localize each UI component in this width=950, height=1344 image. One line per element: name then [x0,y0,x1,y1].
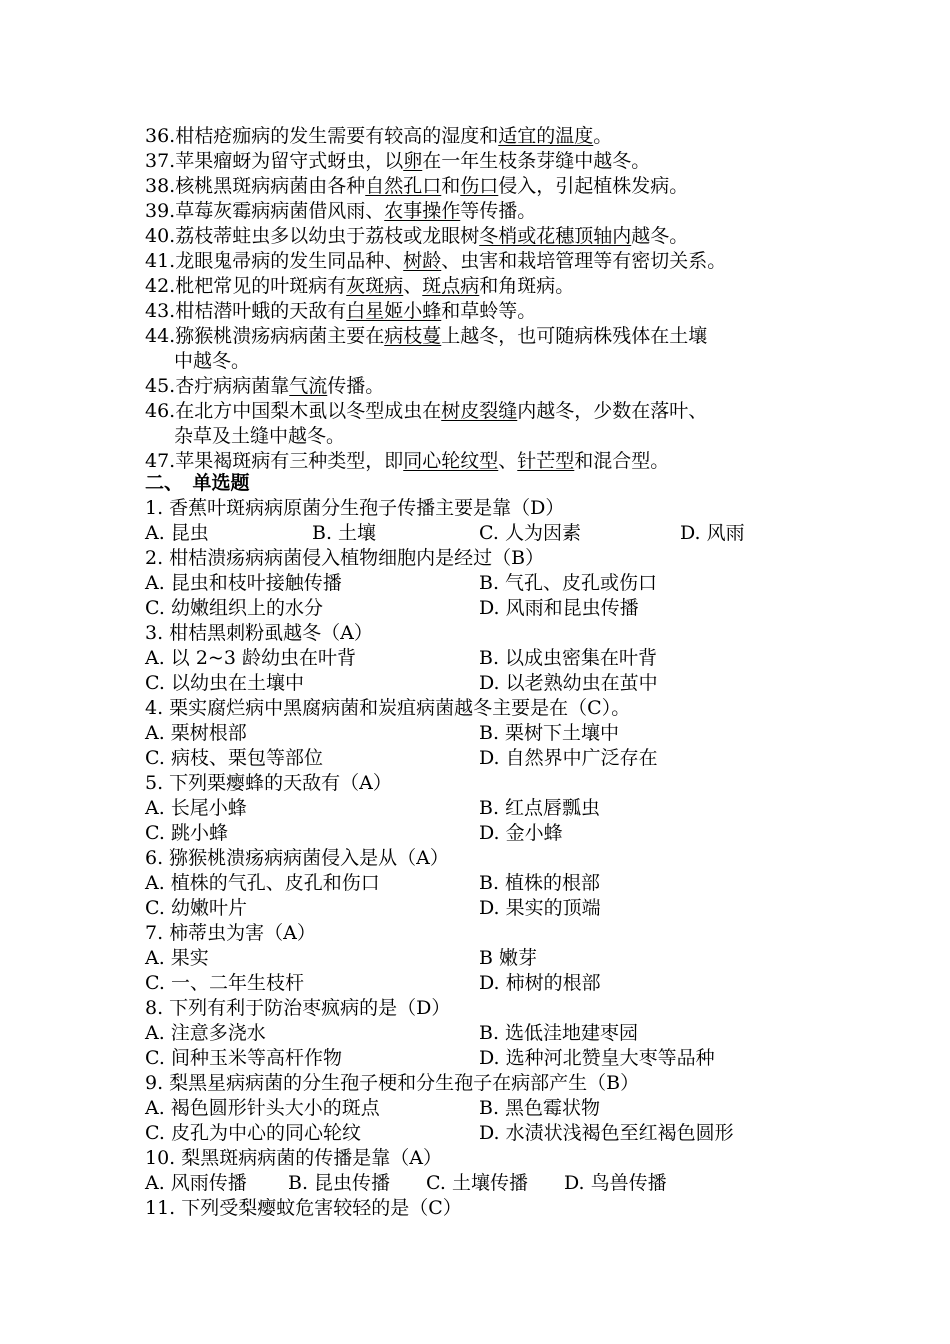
question-7-stem: 7. 柿蒂虫为害（A） [145,922,316,944]
item-text: 、 [403,275,423,297]
option-b: B. 栗树下土壤中 [479,722,620,744]
option-b: B. 以成虫密集在叶背 [479,647,658,669]
fill-in-item [145,149,650,174]
option-d: D. 水渍状浅褐色至红褐色圆形 [479,1122,734,1144]
item-text: 柑桔疮痂病的发生需要有较高的湿度和 [175,125,499,147]
item-number: 38. [145,175,176,197]
answer-blank: 冬梢或花穗顶轴内 [479,225,632,247]
option-c: C. 一、二年生枝杆 [145,972,304,994]
answer-blank: 农事操作 [384,200,461,222]
item-text: 侵入，引起植株发病。 [498,175,689,197]
question-1-stem: 1. 香蕉叶斑病病原菌分生孢子传播主要是靠（D） [145,497,565,519]
section-heading: 二、 单选题 [145,472,250,494]
option-a: A. 昆虫 [145,522,209,544]
item-text: 猕猴桃溃疡病病菌主要在 [175,325,385,347]
item-text: 、 [498,450,518,472]
answer-blank: 白星姬小蜂 [346,300,442,322]
question-9-stem: 9. 梨黑星病病菌的分生孢子梗和分生孢子在病部产生（B） [145,1072,640,1094]
option-b: B. 红点唇瓢虫 [479,797,601,819]
answer-blank: 针芒型 [517,450,575,472]
fill-in-item [145,374,384,399]
option-b: B. 黑色霉状物 [479,1097,601,1119]
option-b: B. 气孔、皮孔或伤口 [479,572,658,594]
option-d: D. 风雨 [680,522,745,544]
item-number: 46. [145,400,176,422]
option-c: C. 间种玉米等高杆作物 [145,1047,342,1069]
fill-in-item [145,399,707,424]
fill-in-item [145,449,669,474]
option-a: A. 风雨传播 [145,1172,247,1194]
option-a: A. 昆虫和枝叶接触传播 [145,572,342,594]
item-number: 41. [145,250,176,272]
fill-in-item [145,224,688,249]
item-text: 苹果瘤蚜为留守式蚜虫，以 [175,150,404,172]
option-d: D. 果实的顶端 [479,897,601,919]
question-2-stem: 2. 柑桔溃疡病病菌侵入植物细胞内是经过（B） [145,547,545,569]
option-c: C. 人为因素 [479,522,581,544]
option-b: B. 土壤 [312,522,377,544]
fill-in-item [145,249,726,274]
option-a: A. 长尾小蜂 [145,797,247,819]
option-c: C. 皮孔为中心的同心轮纹 [145,1122,361,1144]
answer-blank: 树龄 [403,250,442,272]
option-a: A. 植株的气孔、皮孔和伤口 [145,872,380,894]
option-a: A. 栗树根部 [145,722,247,744]
option-c: C. 幼嫩叶片 [145,897,247,919]
question-3-stem: 3. 柑桔黑刺粉虱越冬（A） [145,622,373,644]
question-5-stem: 5. 下列栗瘿蜂的天敌有（A） [145,772,392,794]
option-b: B. 昆虫传播 [288,1172,391,1194]
item-text: 核桃黑斑病病菌由各种 [175,175,366,197]
option-c: C. 以幼虫在土壤中 [145,672,304,694]
option-b: B 嫩芽 [479,947,538,969]
item-text: 柑桔潜叶蛾的天敌有 [175,300,347,322]
item-text: 和 [441,175,461,197]
item-continuation: 中越冬。 [174,350,251,372]
option-c: C. 幼嫩组织上的水分 [145,597,323,619]
item-number: 45. [145,375,176,397]
item-number: 40. [145,225,176,247]
item-text: 在一年生枝条芽缝中越冬。 [422,150,651,172]
fill-in-item [145,274,574,299]
item-text: 龙眼鬼帚病的发生同品种、 [175,250,404,272]
option-d: D. 风雨和昆虫传播 [479,597,639,619]
answer-blank: 气流 [289,375,328,397]
answer-blank: 伤口 [460,175,499,197]
option-d: D. 选种河北赞皇大枣等品种 [479,1047,715,1069]
answer-blank: 同心轮纹型 [403,450,499,472]
option-c: C. 土壤传播 [426,1172,528,1194]
item-number: 42. [145,275,176,297]
answer-blank: 病枝蔓 [384,325,442,347]
option-d: D. 自然界中广泛存在 [479,747,658,769]
item-text: 和混合型。 [574,450,670,472]
fill-in-item [145,174,688,199]
option-c: C. 病枝、栗包等部位 [145,747,323,769]
option-a: A. 果实 [145,947,209,969]
item-number: 43. [145,300,176,322]
item-text: 和角斑病。 [479,275,575,297]
option-a: A. 注意多浇水 [145,1022,266,1044]
answer-blank: 斑点病 [422,275,480,297]
item-text: 、虫害和栽培管理等有密切关系。 [441,250,727,272]
option-d: D. 以老熟幼虫在茧中 [479,672,658,694]
option-d: D. 鸟兽传播 [564,1172,667,1194]
item-text: 荔枝蒂蛀虫多以幼虫于荔枝或龙眼树 [175,225,480,247]
item-text: 内越冬，少数在落叶、 [517,400,708,422]
item-continuation: 杂草及土缝中越冬。 [174,425,346,447]
item-text: 上越冬，也可随病株残体在土壤 [441,325,708,347]
option-d: D. 柿树的根部 [479,972,601,994]
fill-in-item [145,299,536,324]
option-a: A. 褐色圆形针头大小的斑点 [145,1097,380,1119]
item-text: 枇杷常见的叶斑病有 [175,275,347,297]
item-number: 39. [145,200,176,222]
question-4-stem: 4. 栗实腐烂病中黑腐病菌和炭疽病菌越冬主要是在（C）。 [145,697,631,719]
item-number: 37. [145,150,176,172]
item-text: 越冬。 [631,225,689,247]
item-number: 47. [145,450,176,472]
answer-blank: 树皮裂缝 [441,400,518,422]
item-text: 草莓灰霉病病菌借风雨、 [175,200,385,222]
answer-blank: 自然孔口 [365,175,442,197]
answer-blank: 适宜的温度 [498,125,594,147]
item-number: 36. [145,125,176,147]
item-text: 苹果褐斑病有三种类型，即 [175,450,404,472]
answer-blank: 灰斑病 [346,275,404,297]
item-text: 和草蛉等。 [441,300,537,322]
fill-in-item [145,324,707,349]
fill-in-item [145,199,536,224]
item-text: 等传播。 [460,200,537,222]
question-11-stem: 11. 下列受梨瘿蚊危害较轻的是（C） [145,1197,462,1219]
option-b: B. 选低洼地建枣园 [479,1022,639,1044]
item-number: 44. [145,325,176,347]
option-a: A. 以 2~3 龄幼虫在叶背 [145,647,356,669]
answer-blank: 卵 [403,150,423,172]
item-text: 。 [593,125,613,147]
question-6-stem: 6. 猕猴桃溃疡病病菌侵入是从（A） [145,847,449,869]
item-text: 在北方中国梨木虱以冬型成虫在 [175,400,442,422]
item-text: 杏疔病病菌靠 [175,375,290,397]
option-b: B. 植株的根部 [479,872,601,894]
question-10-stem: 10. 梨黑斑病病菌的传播是靠（A） [145,1147,442,1169]
option-d: D. 金小蜂 [479,822,563,844]
item-text: 传播。 [327,375,385,397]
question-8-stem: 8. 下列有利于防治枣疯病的是（D） [145,997,451,1019]
option-c: C. 跳小蜂 [145,822,228,844]
fill-in-item [145,124,612,149]
